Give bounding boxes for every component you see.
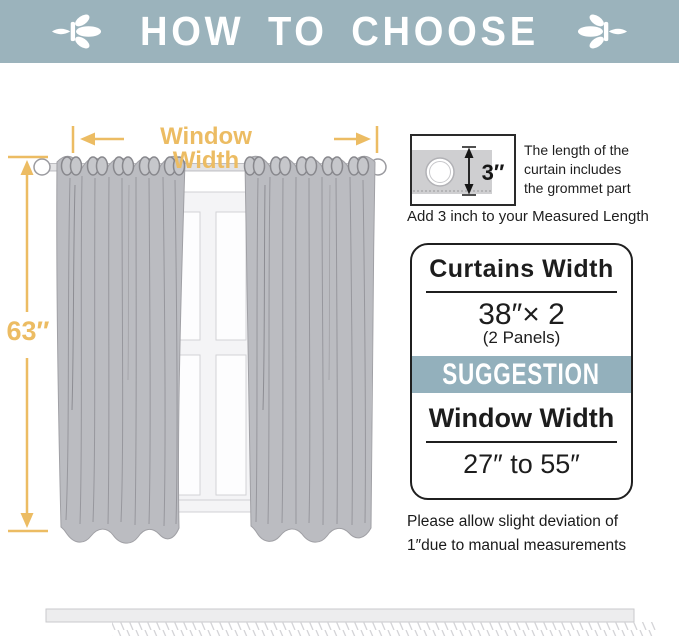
right-curtain-panel [245,156,375,542]
add-length-note: Add 3 inch to your Measured Length [407,208,649,225]
suggestion-label: SUGGESTION [442,357,601,391]
left-curtain-panel [57,156,185,543]
floor [46,609,657,636]
page-title: HOW TO CHOOSE [140,8,539,54]
deviation-disclaimer [407,510,679,558]
floor-hatching [112,622,657,636]
window-width-value: 27″ to 55″ [463,449,580,479]
curtain-length-dimension-label: 63″ [6,316,50,346]
grommet-measure-label: 3″ [481,160,505,185]
window-width-dimension-label: Window Width [160,123,252,174]
grommet-description [524,141,679,198]
panels-note: (2 Panels) [482,328,561,347]
window-width-title: Window Width [428,403,615,433]
disclaimer-line: Please allow slight deviation of [407,513,619,530]
grommet-length-diagram [410,134,516,206]
grommet-description-line: curtain includes [524,161,622,177]
divider [426,441,617,443]
grommet-description-line: The length of the [524,142,630,158]
rod-finial [34,159,50,175]
size-suggestion-box [410,243,633,500]
curtains-width-value: 38″× 2 [478,298,565,331]
disclaimer-line: 1″due to manual measurements [407,537,627,554]
divider [426,291,617,293]
curtains-width-title: Curtains Width [429,255,614,283]
grommet-description-line: the grommet part [524,180,631,196]
suggestion-banner [412,356,631,393]
grommet-icon [426,158,454,186]
